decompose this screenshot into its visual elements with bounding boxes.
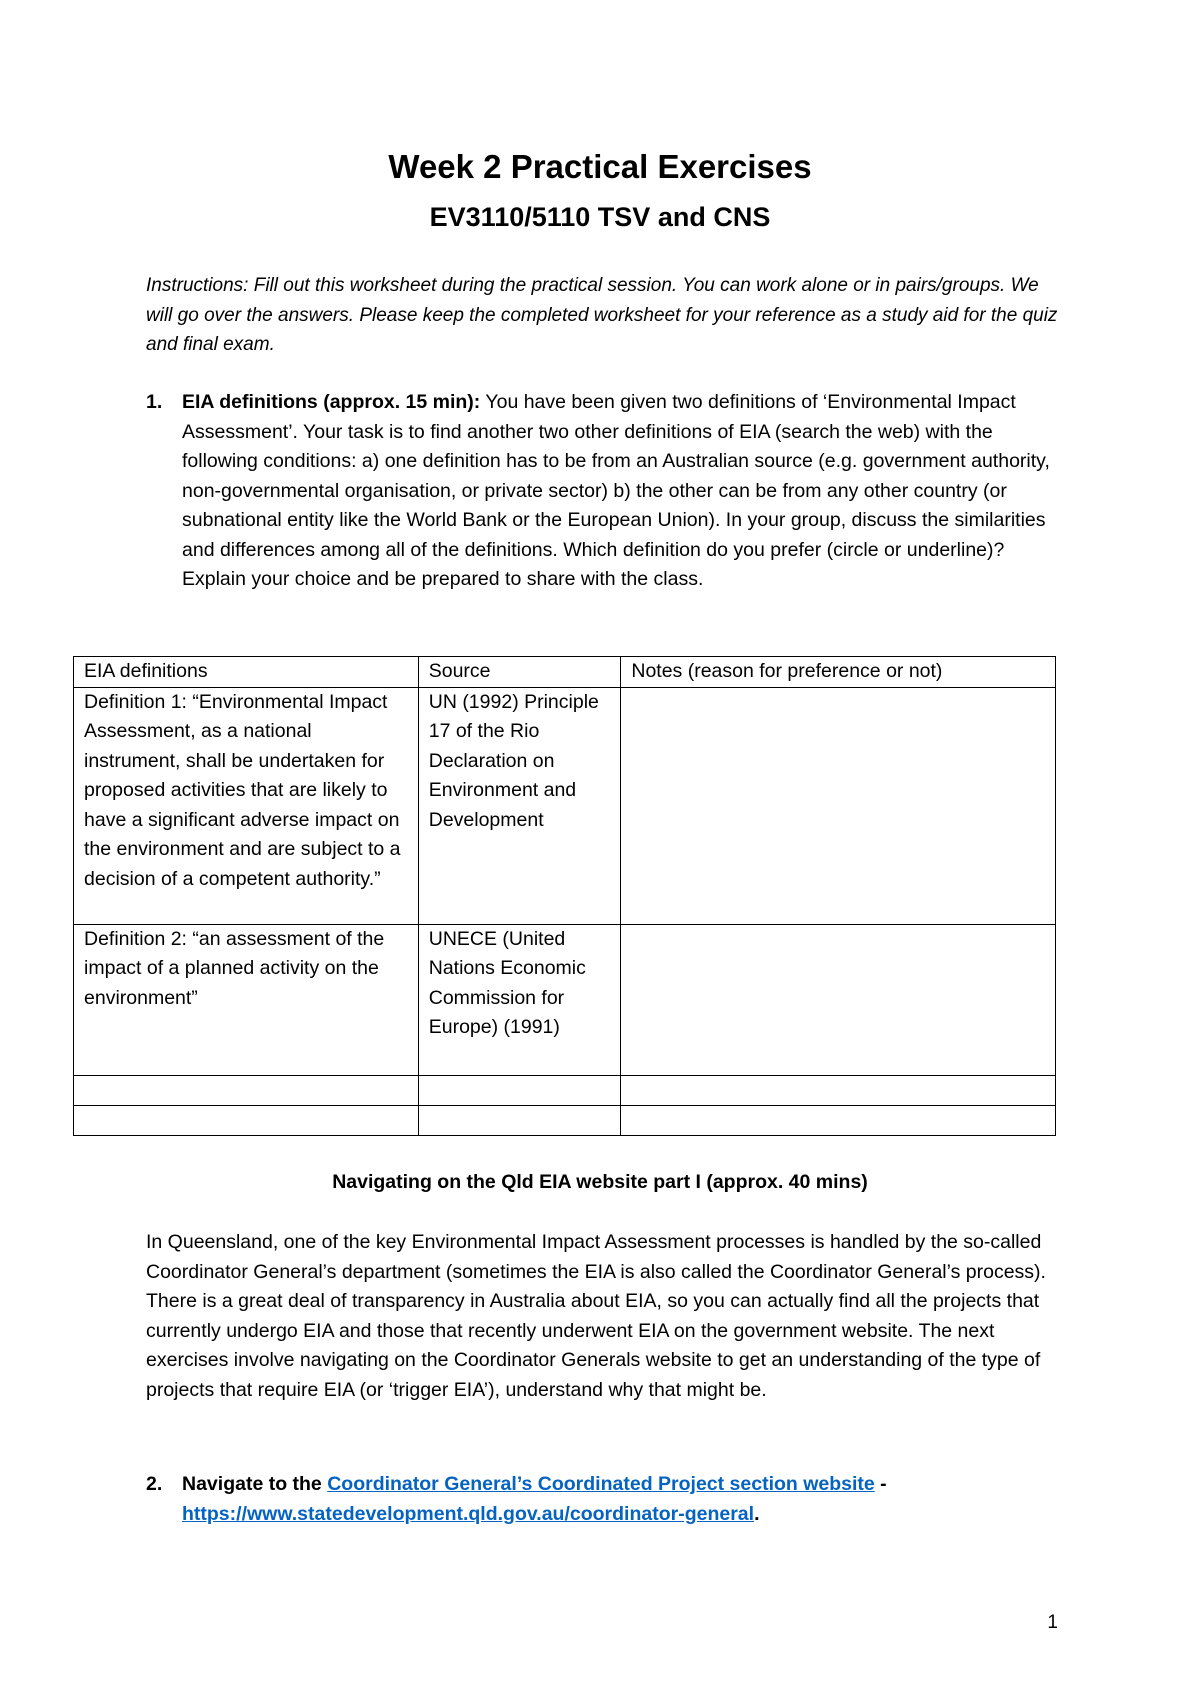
page-title: Week 2 Practical Exercises <box>388 148 812 185</box>
definition-cell: Definition 1: “Environmental Impact Assessment, as a national instrument, shall be undertaken for proposed activities that are likely to have a significant adverse impact on the environment and are subject to a decision of a competent authority.” <box>74 687 419 924</box>
definition-cell[interactable] <box>74 1105 419 1135</box>
header-source: Source <box>418 657 621 688</box>
question-1-number: 1. <box>146 391 163 413</box>
header-notes: Notes (reason for preference or not) <box>621 657 1056 688</box>
eia-definitions-table <box>73 656 1056 1136</box>
table-row <box>74 1075 1056 1105</box>
page-number: 1 <box>1047 1612 1058 1633</box>
question-1-text: You have been given two definitions of ‘Environmental Impact Assessment’. Your task is to find another two other definitions of EIA (search the web) with the following conditions: a) one definition has to be from an Australian source (e.g. government authority, non-governmental organisation, or private sector) b) the other can be from any other country (or subnational entity like the World Bank or the European Union). In your group, discuss the similarities and differences among all of the definitions. Which definition do you prefer (circle or underline)? Explain your choice and be prepared to share with the class. <box>182 391 1050 590</box>
source-cell: UN (1992) Principle 17 of the Rio Declaration on Environment and Development <box>418 687 621 924</box>
header-eia-definitions: EIA definitions <box>74 657 419 688</box>
definition-cell: Definition 2: “an assessment of the impact of a planned activity on the environment” <box>74 924 419 1075</box>
question-2-end: . <box>754 1502 760 1525</box>
question-2-separator: - <box>874 1473 887 1495</box>
question-1 <box>146 388 1066 595</box>
notes-cell[interactable] <box>621 1075 1056 1105</box>
source-cell[interactable] <box>418 1105 621 1135</box>
question-2-number: 2. <box>146 1473 163 1495</box>
table-header-row <box>74 657 1056 688</box>
notes-cell[interactable] <box>621 1105 1056 1135</box>
source-cell[interactable] <box>418 1075 621 1105</box>
source-cell: UNECE (United Nations Economic Commission for Europe) (1991) <box>418 924 621 1075</box>
table-row <box>74 924 1056 1075</box>
question-2-lead: Navigate to the <box>182 1473 328 1495</box>
definition-cell[interactable] <box>74 1075 419 1105</box>
page-subtitle: EV3110/5110 TSV and CNS <box>429 202 771 232</box>
table-row <box>74 1105 1056 1135</box>
notes-cell[interactable] <box>621 924 1056 1075</box>
question-2 <box>146 1470 1066 1529</box>
statedevelopment-url-link[interactable]: https://www.statedevelopment.qld.gov.au/coordinator-general <box>182 1502 755 1525</box>
question-1-heading: EIA definitions (approx. 15 min): <box>182 391 481 413</box>
instructions-text: Instructions: Fill out this worksheet during the practical session. You can work alone or in pairs/groups. We will go over the answers. Please keep the completed worksheet for your reference as a study aid for the quiz and final exam. <box>146 275 1058 355</box>
notes-cell[interactable] <box>621 687 1056 924</box>
section-2-paragraph: In Queensland, one of the key Environmental Impact Assessment processes is handled by the so-called Coordinator General’s department (sometimes the EIA is also called the Coordinator General’s process). There is a great deal of transparency in Australia about EIA, so you can actually find all the projects that currently undergo EIA and those that recently underwent EIA on the government website. The next exercises involve navigating on the Coordinator Generals website to get an understanding of the type of projects that require EIA (or ‘trigger EIA’), understand why that might be. <box>146 1231 1046 1401</box>
table-row <box>74 687 1056 924</box>
coordinator-general-link[interactable]: Coordinator General’s Coordinated Project section website <box>327 1473 875 1495</box>
section-2-heading: Navigating on the Qld EIA website part I (approx. 40 mins) <box>332 1171 868 1193</box>
